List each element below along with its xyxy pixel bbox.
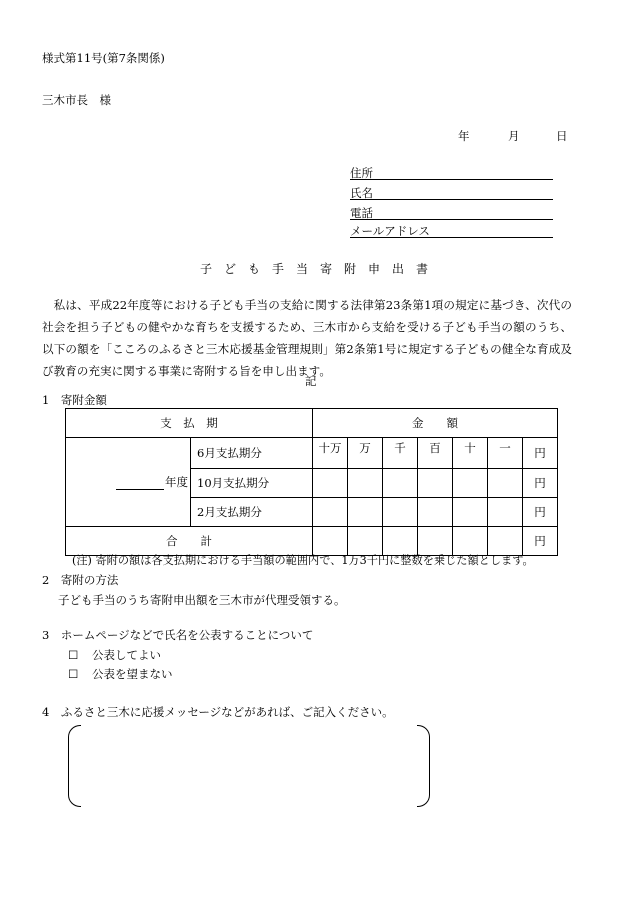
section4-heading: 4 ふるさと三木に応援メッセージなどがあれば、ご記入ください。 (42, 705, 394, 719)
option-publish-no-label: 公表を望まない (91, 667, 173, 681)
fiscal-year-cell[interactable] (66, 438, 191, 527)
option-publish-ok-label: 公表してよい (91, 648, 161, 662)
header-amount: 金 額 (313, 409, 558, 438)
fiscal-year-blank[interactable] (116, 478, 164, 490)
yen-october: 円 (523, 469, 558, 498)
checkbox-icon[interactable]: ☐ (68, 667, 79, 681)
yen-february: 円 (523, 498, 558, 527)
section1-heading: 1 寄附金額 (42, 393, 107, 407)
name-label: 氏名 (350, 186, 373, 200)
amount-cell[interactable] (488, 469, 523, 498)
yen-june: 円 (523, 438, 558, 469)
row-june-label: 6月支払期分 (191, 438, 313, 469)
section2-heading: 2 寄附の方法 (42, 573, 119, 587)
amount-cell[interactable] (488, 498, 523, 527)
amount-cell[interactable] (383, 469, 418, 498)
section3-heading: 3 ホームページなどで氏名を公表することについて (42, 628, 314, 642)
total-label: 合 計 (66, 527, 313, 556)
digit-header-100: 百 (418, 438, 453, 469)
amount-cell[interactable] (313, 469, 348, 498)
digit-header-1k: 千 (383, 438, 418, 469)
date-year-label: 年 (458, 129, 470, 143)
amount-cell[interactable] (453, 469, 488, 498)
right-bracket (417, 725, 430, 807)
row-october-label: 10月支払期分 (191, 469, 313, 498)
form-number: 様式第11号(第7条関係) (42, 51, 165, 65)
addressee: 三木市長 様 (42, 93, 111, 107)
digit-header-100k: 十万 (313, 438, 348, 469)
yen-total: 円 (523, 527, 558, 556)
ki-label: 記 (305, 374, 317, 388)
left-bracket (68, 725, 81, 807)
name-field[interactable] (350, 185, 553, 200)
header-period: 支 払 期 (66, 409, 313, 438)
message-box[interactable] (68, 725, 430, 807)
email-field[interactable] (350, 223, 553, 238)
digit-header-1: 一 (488, 438, 523, 469)
address-label: 住所 (350, 166, 373, 180)
body-text: 私は、平成22年度等における子ども手当の支給に関する法律第23条第1項の規定に基づき、次代の社会を担う子どもの健やかな育ちを支援するため、三木市から支給を受ける子ども手当の額のうち、以下の額を「こころのふるさと三木応援基金管理規則」第2条第1号に規定する子どもの健全な育成及び教育の充実に関する事業に寄附する旨を申し出ます。 (42, 298, 572, 378)
digit-header-10k: 万 (348, 438, 383, 469)
amount-cell[interactable] (418, 469, 453, 498)
option-publish-no[interactable] (68, 666, 172, 682)
amount-cell[interactable] (348, 469, 383, 498)
phone-label: 電話 (350, 206, 373, 220)
digit-header-10: 十 (453, 438, 488, 469)
address-field[interactable] (350, 165, 553, 180)
section2-text: 子ども手当のうち寄附申出額を三木市が代理受領する。 (58, 593, 346, 607)
email-label: メールアドレス (350, 224, 430, 238)
amount-cell[interactable] (313, 498, 348, 527)
amount-cell[interactable] (418, 498, 453, 527)
amount-note: (注) 寄附の額は各支払期における手当額の範囲内で、1万3千円に整数を乗じた額とします。 (72, 554, 534, 567)
checkbox-icon[interactable]: ☐ (68, 648, 79, 662)
row-february-label: 2月支払期分 (191, 498, 313, 527)
amount-cell[interactable] (453, 498, 488, 527)
phone-field[interactable] (350, 205, 553, 220)
fiscal-year-label: 年度 (165, 475, 188, 489)
date-day-label: 日 (556, 129, 568, 143)
donation-amount-table (65, 408, 558, 556)
date-month-label: 月 (508, 129, 520, 143)
amount-cell[interactable] (383, 498, 418, 527)
amount-cell[interactable] (348, 498, 383, 527)
option-publish-ok[interactable] (68, 647, 161, 663)
document-title: 子 ど も 手 当 寄 附 申 出 書 (200, 262, 429, 276)
